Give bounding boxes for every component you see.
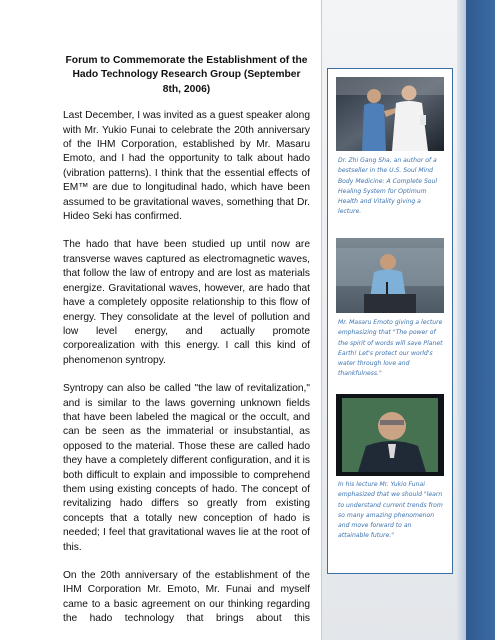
- sidebar-light-stripe: [457, 0, 466, 640]
- paragraph-4: On the 20th anniversary of the establishment of the IHM Corporation Mr. Emoto, Mr. Funai and myself came to a basic agreement on our thinking regarding the hado technology that brings about this: [63, 570, 310, 625]
- photo-caption-2: Mr. Masaru Emoto giving a lecture emphasizing that "The power of the spirit of words will save Planet Earth! Let's protect our world's water through love and thankfulness.": [338, 319, 443, 378]
- paragraph-3: Syntropy can also be called "the law of revitalization," and is similar to the laws governing unknown fields that have been labeled the magical or the occult, and can be seen as the immaterial or insubstantial, as opposed to the material. Those these are called hado they have a completely different configuration, and it is both difficult to explain and impossible to comprehend them using existing concepts of hado. The concept of revitalizing hado differs so greatly from existing concepts that a totally new conception of hado is needed; I feel that gravitational waves lie at the root of this.: [63, 383, 310, 553]
- article-column: [63, 54, 310, 627]
- paragraph-2: The hado that have been studied up until now are transverse waves captured as electromagnetic waves, that follow the law of entropy and are lost as materials energize. Gravitational waves, however, are hado that have a completely opposite relationship to this flow of energy. They consolidate at the level of pollution and low level energy, and actually promote corporealization with this energy. I call this kind of phenomenon syntropy.: [63, 239, 310, 366]
- speaker-on-screen-image: [336, 394, 444, 476]
- sidebar-dark-stripe: [466, 0, 495, 640]
- photo-caption-1: Dr. Zhi Gang Sha, an author of a bestseller in the U.S. Soul Mind Body Medicine: A Complete Soul Healing System for Optimum Health and Vitality giving a lecture.: [338, 157, 438, 216]
- two-speakers-image: [336, 77, 444, 151]
- speaker-at-podium-image: [336, 238, 444, 313]
- photo-caption-3: In his lecture Mr. Yukio Funai emphasized that we should "learn to understand current trends from so many amazing phenomenon and move forward to an attainable future.": [338, 481, 443, 540]
- article-title: Forum to Commemorate the Establishment of the Hado Technology Research Group (September 8th, 2006): [65, 55, 308, 95]
- speaker-on-screen-photo: [336, 394, 444, 476]
- sidebar-edge-line: [321, 0, 322, 640]
- two-speakers-photo: [336, 77, 444, 151]
- paragraph-1: Last December, I was invited as a guest speaker along with Mr. Yukio Funai to celebrate the 20th anniversary of the IHM Corporation, established by Mr. Masaru Emoto, and I had the opportunity to talk about hado (vibration patterns). I think that the essential effects of EM™ are due to longitudinal hado, which have been assumed to be gravitational waves, something that Dr. Hideo Seki has confirmed.: [63, 110, 310, 223]
- speaker-at-podium-photo: [336, 238, 444, 313]
